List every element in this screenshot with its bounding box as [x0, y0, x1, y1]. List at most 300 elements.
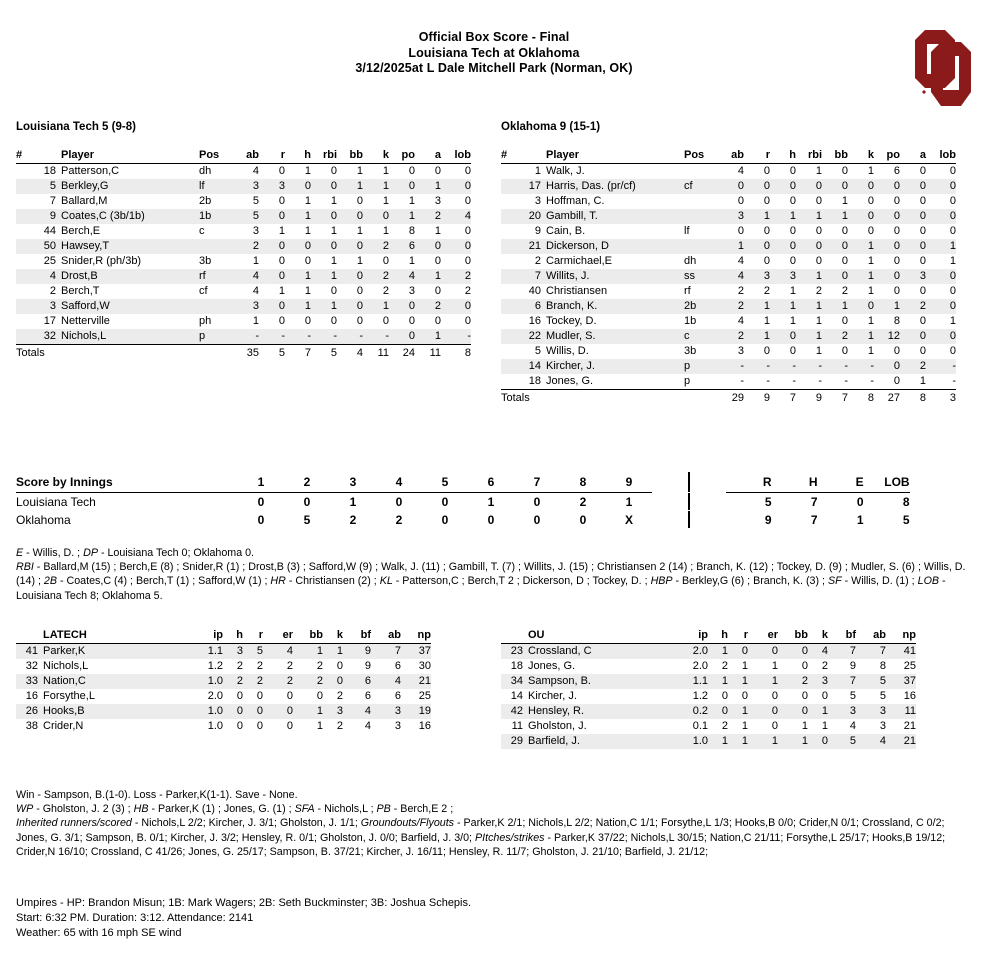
player-position: 1b	[199, 209, 233, 224]
stat-ab: 3	[371, 704, 401, 719]
stat-r: 2	[763, 285, 770, 297]
player-name: Safford,W	[61, 299, 199, 314]
innings-body	[16, 492, 910, 529]
stat-r: 1	[744, 299, 770, 314]
stat-h: 1	[285, 269, 311, 284]
player-number: 7	[49, 195, 56, 207]
stat-k: 1	[867, 315, 874, 327]
table-row	[501, 359, 956, 374]
stat-er: 0	[263, 704, 293, 719]
stat-ab: 1	[718, 239, 744, 254]
stat-bb: 1	[778, 734, 808, 749]
pitcher-name: Nation,C	[43, 674, 193, 689]
stat-bf: 6	[364, 690, 371, 702]
stat-bb: 1	[293, 644, 323, 660]
stat-bb: 0	[841, 315, 848, 327]
stat-r: 0	[278, 315, 285, 327]
pitcher-name: Kircher, J.	[528, 690, 577, 702]
summary-e: 0	[856, 494, 864, 509]
stat-h: 1	[708, 674, 728, 689]
table-row	[501, 674, 916, 689]
stat-np: 25	[418, 690, 431, 702]
player-position: p	[684, 375, 691, 387]
stat-bb: 0	[316, 690, 323, 702]
stat-ip: 1.1	[193, 644, 223, 660]
summary-e: 1	[856, 512, 864, 527]
table-row	[16, 179, 471, 194]
stat-r: 3	[744, 269, 770, 284]
pitcher-name: Barfield, J.	[528, 734, 678, 749]
wp-hb-line	[16, 802, 976, 816]
totals-spacer	[684, 390, 718, 407]
stat-k: 0	[323, 674, 343, 689]
column-header-ab: ab	[233, 148, 259, 164]
stat-bf: 4	[343, 704, 371, 719]
player-position: p	[199, 329, 233, 345]
stat-lob: -	[926, 359, 956, 374]
column-header-a: a	[900, 148, 926, 164]
stat-r: 1	[278, 285, 285, 297]
pitching-team-header: OU	[528, 628, 678, 644]
player-position: rf	[684, 285, 691, 297]
player-name: Carmichael,E	[546, 255, 613, 267]
home-batting-header	[501, 148, 956, 164]
stat-k: 1	[323, 644, 343, 660]
stat-ab: 4	[233, 269, 259, 284]
total-bb: 4	[337, 345, 363, 362]
table-row	[501, 239, 956, 254]
stat-bf: 5	[849, 690, 856, 702]
column-header-h: h	[770, 148, 796, 164]
table-row	[501, 224, 956, 239]
table-row	[16, 239, 471, 254]
stat-rbi: 1	[815, 315, 822, 327]
stat-lob: 2	[441, 269, 471, 284]
column-header-bb: bb	[778, 628, 808, 644]
stat-a: 0	[900, 209, 926, 224]
groundouts-flyouts-value: - Parker,K 2/1; Nichols,L 2/2; Nation,C 1/1; Forsythe,L 1/3; Hooks,B 0/0; Crider,N 0/1; Crossland, C 0/2; Jones, G. 3/1; Sampson, B. 0/1; Kircher, J. 3/2; Hensley, R. 0/1; Gholston, J. 0/0; Barfield, J. 3/0;	[16, 817, 945, 844]
stat-ab: 3	[233, 299, 259, 314]
stat-po: 0	[874, 359, 900, 374]
stat-r: 0	[744, 179, 770, 194]
stat-k: 1	[382, 225, 389, 237]
pb-value: - Berch,E 2 ;	[390, 803, 454, 816]
stat-k: 0	[848, 179, 874, 194]
stat-np: 21	[903, 720, 916, 732]
table-row	[16, 492, 910, 511]
player-position	[684, 209, 718, 224]
stat-np: 16	[418, 720, 431, 732]
stat-bb: -	[844, 375, 848, 387]
stat-ab: 4	[737, 165, 744, 177]
stat-r: 0	[763, 345, 770, 357]
player-name: Willis, D.	[546, 345, 589, 357]
inning-header-5: 5	[422, 472, 468, 492]
stat-h: 0	[770, 239, 796, 254]
stat-bb: 2	[778, 674, 808, 689]
pitcher-name: Parker,K	[43, 644, 193, 660]
totals-spacer	[546, 390, 684, 407]
stat-lob: 0	[441, 239, 471, 254]
stat-k: 0	[848, 299, 874, 314]
stat-bf: 4	[849, 720, 856, 732]
stat-r: 0	[259, 209, 285, 224]
stat-bb: 1	[801, 720, 808, 732]
umpires-line: Umpires - HP: Brandon Misun; 1B: Mark Wagers; 2B: Seth Buckminster; 3B: Joshua Schepis.	[16, 897, 472, 909]
stat-a: 0	[919, 255, 926, 267]
hb-value: - Parker,K (1) ; Jones, G. (1) ;	[148, 803, 295, 816]
stat-a: 3	[434, 195, 441, 207]
column-header-bb: bb	[337, 148, 363, 164]
stat-lob: 0	[949, 165, 956, 177]
stat-h: 0	[789, 255, 796, 267]
stat-a: 0	[434, 315, 441, 327]
stat-r: 0	[256, 690, 263, 702]
table-row	[501, 299, 956, 314]
stat-bb: 1	[356, 165, 363, 177]
column-header-r: r	[243, 628, 263, 644]
table-row	[16, 704, 431, 719]
player-number: 17	[501, 179, 546, 194]
stat-k: 0	[382, 315, 389, 327]
stat-lob: 0	[441, 179, 471, 194]
stat-r: -	[259, 329, 285, 345]
column-header-h: h	[708, 628, 728, 644]
stat-bb: 1	[841, 195, 848, 207]
kl-value: - Patterson,C ; Berch,T 2 ; Dickerson, D ; Tockey, D. ;	[392, 575, 651, 588]
pitcher-name: Nichols,L	[43, 660, 89, 672]
stat-h: 0	[789, 225, 796, 237]
pitcher-name: Crider,N	[43, 720, 84, 732]
inning-header-9: 9	[606, 472, 652, 492]
stat-h: 0	[285, 179, 311, 194]
stat-ab: 7	[856, 644, 886, 660]
stat-ab: 6	[394, 690, 401, 702]
player-name: Willits, J.	[546, 269, 684, 284]
player-name: Gambill, T.	[546, 209, 684, 224]
stat-lob: 0	[926, 269, 956, 284]
stat-ab: 3	[737, 345, 744, 357]
stat-er: 0	[771, 690, 778, 702]
stat-h: 0	[789, 195, 796, 207]
stat-k: 0	[382, 255, 389, 267]
table-row	[16, 674, 431, 689]
stat-po: 8	[893, 315, 900, 327]
stat-er: 4	[263, 644, 293, 660]
column-header-player: Player	[61, 148, 199, 164]
table-row	[16, 284, 471, 299]
score-by-innings-label: Score by Innings	[16, 472, 238, 492]
table-row	[501, 209, 956, 224]
stat-r: 0	[278, 195, 285, 207]
column-header-ab: ab	[371, 628, 401, 644]
stat-k: -	[363, 329, 389, 345]
player-name: Drost,B	[61, 269, 199, 284]
stat-r: -	[744, 359, 770, 374]
stat-ab: 7	[371, 644, 401, 660]
column-header-bf: bf	[828, 628, 856, 644]
player-name: Mudler, S.	[546, 329, 684, 344]
stat-rbi: 0	[311, 209, 337, 224]
away-pitching-table	[16, 628, 431, 734]
player-position: 1b	[684, 315, 697, 327]
column-header-ab: ab	[718, 148, 744, 164]
inning-runs-1: 0	[257, 512, 265, 527]
stat-rbi: 1	[796, 299, 822, 314]
score-by-innings-section	[16, 472, 972, 529]
table-row	[16, 689, 431, 704]
stat-r: 0	[278, 165, 285, 177]
stat-h: 1	[304, 285, 311, 297]
player-position: lf	[199, 179, 233, 194]
hbp-label: HBP	[650, 575, 673, 588]
home-batting-table	[501, 148, 956, 406]
stat-ab: 2	[718, 299, 744, 314]
inning-runs-2: 0	[303, 494, 311, 509]
stat-ip: 0.1	[692, 720, 708, 732]
stat-bb: 1	[356, 255, 363, 267]
stat-bb: 0	[841, 225, 848, 237]
stat-ab: 1	[252, 255, 259, 267]
player-name: Netterville	[61, 315, 110, 327]
inning-header-2: 2	[284, 472, 330, 492]
stat-rbi: 0	[330, 285, 337, 297]
stat-h: 1	[770, 209, 796, 224]
stat-lob: 0	[464, 165, 471, 177]
stat-k: 2	[363, 239, 389, 254]
stat-r: 0	[744, 239, 770, 254]
table-header-row	[16, 628, 431, 644]
stat-bb: 0	[841, 165, 848, 177]
column-header-h: h	[223, 628, 243, 644]
stat-ab: -	[718, 359, 744, 374]
inning-runs-7: 0	[533, 512, 541, 527]
stat-r: 3	[259, 179, 285, 194]
stat-k: 0	[336, 660, 343, 672]
stat-po: 3	[408, 285, 415, 297]
inning-runs-4: 2	[395, 512, 403, 527]
stat-a: 0	[919, 225, 926, 237]
stat-np: 21	[401, 674, 431, 689]
player-position: 2b	[684, 299, 718, 314]
player-name: Ballard,M	[61, 195, 108, 207]
stat-rbi: -	[311, 329, 337, 345]
stat-r: 0	[763, 165, 770, 177]
pitching-team-header: LATECH	[43, 628, 193, 644]
stat-a: 2	[415, 209, 441, 224]
stat-bb: 1	[356, 225, 363, 237]
player-number: 7	[501, 269, 546, 284]
summary-r: 9	[764, 512, 772, 527]
pitcher-number: 42	[501, 704, 528, 719]
table-row	[16, 194, 471, 209]
stat-np: 19	[401, 704, 431, 719]
stat-ab: 8	[879, 660, 886, 672]
player-number: 50	[16, 239, 61, 254]
totals-spacer	[199, 345, 233, 362]
date-venue-title: 3/12/2025at L Dale Mitchell Park (Norman, OK)	[355, 61, 633, 75]
stat-bf: 3	[828, 704, 856, 719]
player-position	[199, 299, 233, 314]
away-pitching-body	[16, 644, 431, 735]
column-header-np: np	[886, 628, 916, 644]
stat-k: 0	[363, 209, 389, 224]
stat-a: 0	[919, 195, 926, 207]
doubles-value: - Coates,C (4) ; Berch,T (1) ; Safford,W (1) ;	[57, 575, 271, 588]
stat-r: 5	[243, 644, 263, 660]
inning-header-7: 7	[514, 472, 560, 492]
game-footer	[16, 896, 976, 941]
summary-header-e: E	[818, 472, 864, 492]
table-row	[501, 284, 956, 299]
stat-bf: 9	[343, 644, 371, 660]
stat-lob: 0	[949, 345, 956, 357]
table-row	[16, 164, 471, 180]
stat-lob: 0	[926, 299, 956, 314]
stat-k: 2	[382, 285, 389, 297]
player-name: Hawsey,T	[61, 239, 199, 254]
e-label: E	[16, 547, 24, 559]
table-row	[501, 644, 916, 660]
stat-po: 6	[893, 165, 900, 177]
pitcher-number: 32	[25, 660, 38, 672]
table-row	[16, 269, 471, 284]
stat-ip: 2.0	[207, 690, 223, 702]
stat-h: -	[770, 359, 796, 374]
stat-bb: 0	[337, 209, 363, 224]
ou-logo-icon	[901, 26, 979, 112]
column-header-pos: Pos	[199, 148, 233, 164]
stat-bf: 9	[849, 660, 856, 672]
table-header-row	[16, 148, 471, 164]
pitcher-number: 33	[16, 674, 43, 689]
stat-h: 0	[721, 690, 728, 702]
stat-ab: -	[233, 329, 259, 345]
inning-runs-5: 0	[441, 494, 449, 509]
stat-po: 0	[893, 225, 900, 237]
stat-a: 1	[415, 269, 441, 284]
stat-a: 3	[900, 269, 926, 284]
inning-runs-7: 0	[533, 494, 541, 509]
pitching-number-header	[501, 628, 528, 644]
stat-h: 0	[236, 720, 243, 732]
stat-r: 1	[278, 225, 285, 237]
stat-ab: 3	[233, 179, 259, 194]
stat-lob: 0	[926, 209, 956, 224]
away-batting-body	[16, 164, 471, 362]
stat-ip: 1.0	[207, 720, 223, 732]
stat-rbi: 1	[815, 165, 822, 177]
stat-lob: 2	[464, 285, 471, 297]
player-name: Tockey, D.	[546, 315, 597, 327]
total-po: 24	[389, 345, 415, 362]
stat-h: 1	[285, 209, 311, 224]
stat-po: 0	[893, 375, 900, 387]
stat-lob: 0	[464, 195, 471, 207]
inherited-runners-line	[16, 816, 976, 859]
player-number: 25	[43, 255, 56, 267]
stat-bb: 1	[337, 179, 363, 194]
stat-rbi: 0	[311, 239, 337, 254]
stat-rbi: 1	[311, 299, 337, 314]
stat-h: 0	[304, 315, 311, 327]
table-row	[501, 179, 956, 194]
table-row	[501, 164, 956, 180]
stat-r: 0	[763, 255, 770, 267]
column-header-bb: bb	[822, 148, 848, 164]
stat-h: 1	[708, 644, 728, 660]
stat-k: 1	[821, 720, 828, 732]
column-header-ab: ab	[856, 628, 886, 644]
stat-a: 0	[919, 315, 926, 327]
stat-h: 1	[304, 195, 311, 207]
inherited-runners-label: Inherited runners/scored	[16, 817, 132, 830]
stat-bb: 0	[822, 239, 848, 254]
stat-po: 1	[389, 209, 415, 224]
stat-po: 0	[893, 345, 900, 357]
player-name: Walk, J.	[546, 165, 585, 177]
stat-r: 0	[243, 704, 263, 719]
stat-rbi: 1	[796, 269, 822, 284]
kl-label: KL	[379, 575, 393, 588]
stat-bf: 7	[828, 644, 856, 660]
player-number: 16	[528, 315, 541, 327]
stat-h: 0	[236, 690, 243, 702]
column-header-#: #	[16, 148, 61, 164]
stat-bb: 0	[822, 179, 848, 194]
stat-ab: 2	[737, 285, 744, 297]
stat-po: 6	[389, 239, 415, 254]
hr-value: - Christiansen (2) ;	[285, 575, 380, 588]
table-row	[501, 689, 916, 704]
stat-bb: 1	[316, 720, 323, 732]
pitcher-name: Hensley, R.	[528, 704, 678, 719]
inning-runs-4: 0	[395, 494, 403, 509]
stat-a: 2	[900, 359, 926, 374]
stat-rbi: -	[796, 359, 822, 374]
stat-np: 37	[401, 644, 431, 660]
inherited-runners-value: - Nichols,L 2/2; Kircher, J. 3/1; Gholston, J. 1/1;	[131, 817, 361, 830]
stat-ab: 3	[718, 209, 744, 224]
stat-rbi: 1	[815, 345, 822, 357]
player-name: Nichols,L	[61, 329, 199, 345]
player-name: Snider,R (ph/3b)	[61, 255, 142, 267]
stat-h: 0	[708, 704, 728, 719]
total-k: 11	[363, 345, 389, 362]
stat-r: 0	[256, 720, 263, 732]
stat-a: 0	[919, 345, 926, 357]
summary-header-h: H	[772, 472, 818, 492]
pitcher-name: Hooks,B	[43, 704, 193, 719]
player-position: dh	[684, 255, 697, 267]
pitcher-number: 41	[16, 644, 43, 660]
stat-ab: 3	[252, 225, 259, 237]
player-position	[684, 239, 718, 254]
player-name: Patterson,C	[61, 165, 120, 177]
player-position	[684, 194, 718, 209]
stat-rbi: 0	[815, 195, 822, 207]
player-name: Berkley,G	[61, 179, 199, 194]
stat-h: 2	[223, 674, 243, 689]
pitcher-number: 18	[510, 660, 523, 672]
column-header-k: k	[848, 148, 874, 164]
stat-er: 0	[286, 720, 293, 732]
inning-header-6: 6	[468, 472, 514, 492]
stat-np: 41	[886, 644, 916, 660]
stat-a: 0	[900, 179, 926, 194]
summary-r: 5	[764, 494, 772, 509]
start-duration-line: Start: 6:32 PM. Duration: 3:12. Attendance: 2141	[16, 912, 254, 924]
